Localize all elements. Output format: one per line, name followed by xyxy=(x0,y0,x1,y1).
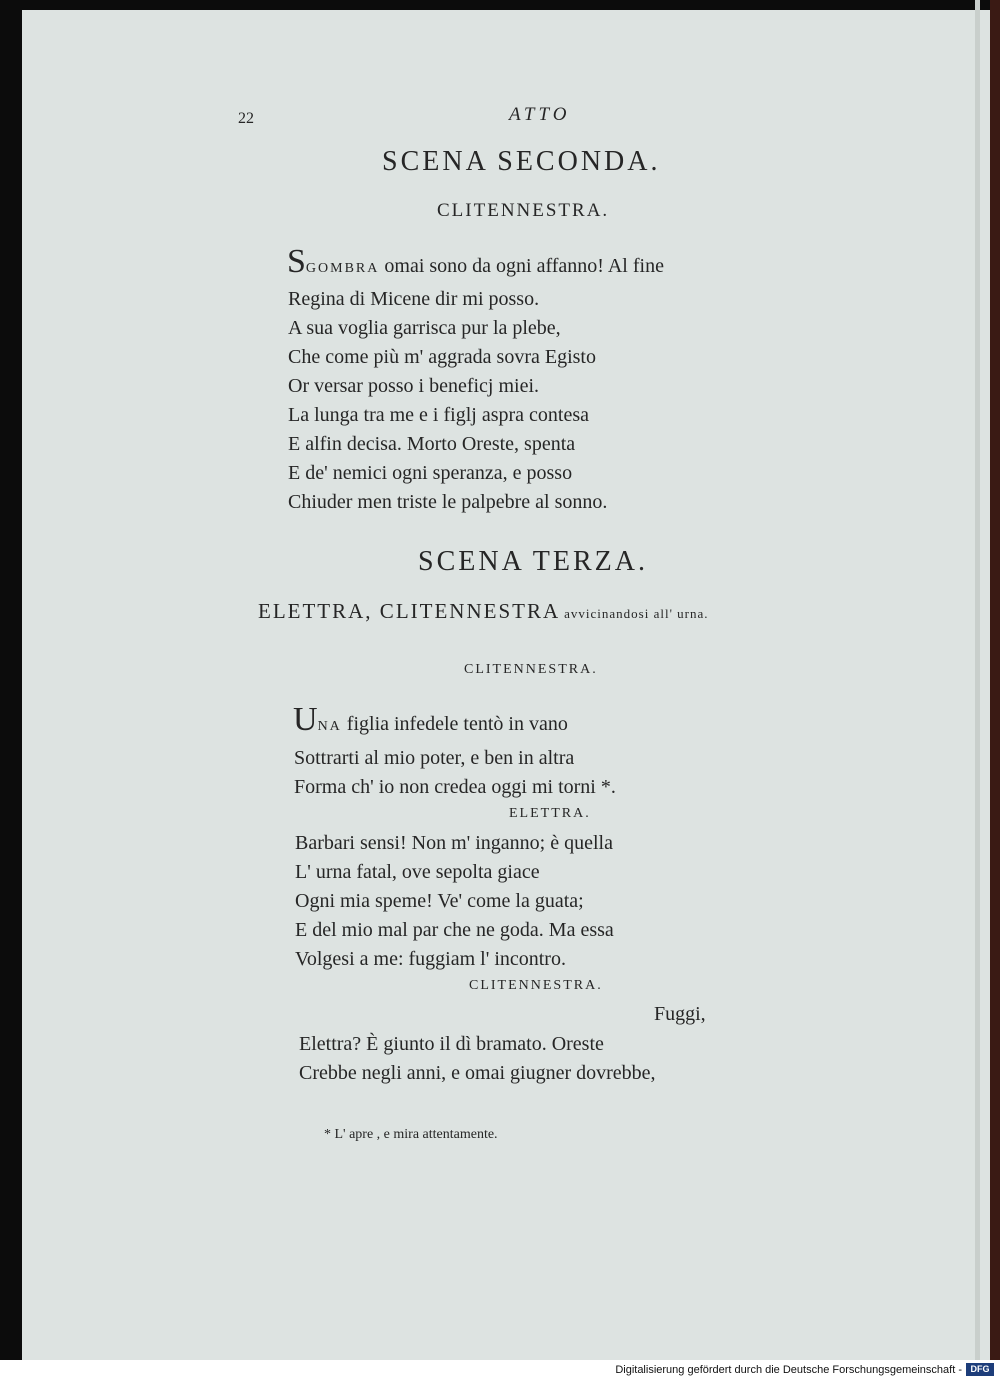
verse-line: L' urna fatal, ove sepolta giace xyxy=(295,861,540,883)
dropcap: S xyxy=(287,243,306,280)
verse-text: omai sono da ogni affanno! Al fine xyxy=(384,255,664,277)
scene-two-characters: CLITENNESTRA. xyxy=(437,200,610,221)
verse-line: Forma ch' io non credea oggi mi torni *. xyxy=(294,776,616,798)
smallcaps-word: GOMBRA xyxy=(305,261,380,276)
page-edge xyxy=(975,0,980,1360)
verse-line: Crebbe negli anni, e omai giugner dovrebbe, xyxy=(299,1062,656,1084)
speaker-label: CLITENNESTRA. xyxy=(464,662,598,677)
verse-line: Elettra? È giunto il dì bramato. Oreste xyxy=(299,1033,604,1055)
verse-line: Sottrarti al mio poter, e ben in altra xyxy=(294,747,575,769)
verse-line: E alfin decisa. Morto Oreste, spenta xyxy=(288,433,576,455)
dfg-logo: DFG xyxy=(966,1363,994,1376)
scene-two-verses xyxy=(288,285,607,517)
clitennestra-verses-1 xyxy=(294,744,616,802)
scene-three-title: SCENA TERZA. xyxy=(418,546,648,577)
speaker-label: CLITENNESTRA. xyxy=(469,978,603,993)
verse-line: Regina di Micene dir mi posso. xyxy=(288,288,540,310)
verse-line: Chiuder men triste le palpebre al sonno. xyxy=(288,491,608,513)
elettra-verses xyxy=(295,829,614,974)
clitennestra-verses-2 xyxy=(299,1030,656,1088)
dropcap: U xyxy=(293,701,318,738)
scene-three-characters: ELETTRA, CLITENNESTRA xyxy=(258,599,561,623)
footnote: * L' apre , e mira attentamente. xyxy=(324,1127,498,1142)
book-spine xyxy=(990,0,1000,1360)
speaker-label: ELETTRA. xyxy=(509,806,591,821)
scene-two-first-line xyxy=(287,243,664,283)
verse-line: Ogni mia speme! Ve' come la guata; xyxy=(295,890,584,912)
running-head: ATTO xyxy=(509,104,571,125)
verse-line: E del mio mal par che ne goda. Ma essa xyxy=(295,919,614,941)
verse-line: E de' nemici ogni speranza, e posso xyxy=(288,462,573,484)
verse-line: Che come più m' aggrada sovra Egisto xyxy=(288,346,596,368)
page-number: 22 xyxy=(238,110,254,127)
scene-three-characters-line xyxy=(258,599,709,624)
verse-line: Or versar posso i beneficj miei. xyxy=(288,375,540,397)
stage-direction: avvicinandosi all' urna. xyxy=(564,606,709,621)
scene-two-title: SCENA SECONDA. xyxy=(382,146,661,177)
verse-text: figlia infedele tentò in vano xyxy=(346,713,568,735)
verse-line: La lunga tra me e i figlj aspra contesa xyxy=(288,404,589,426)
scene-three-first-line xyxy=(293,701,568,741)
verse-line: A sua voglia garrisca pur la plebe, xyxy=(288,317,561,339)
smallcaps-word: NA xyxy=(317,719,342,734)
verse-line: Barbari sensi! Non m' inganno; è quella xyxy=(295,832,613,854)
digitization-credit: Digitalisierung gefördert durch die Deutsche Forschungsgemeinschaft - xyxy=(615,1364,962,1376)
verse-line: Volgesi a me: fuggiam l' incontro. xyxy=(295,948,566,970)
half-line: Fuggi, xyxy=(654,1003,706,1025)
